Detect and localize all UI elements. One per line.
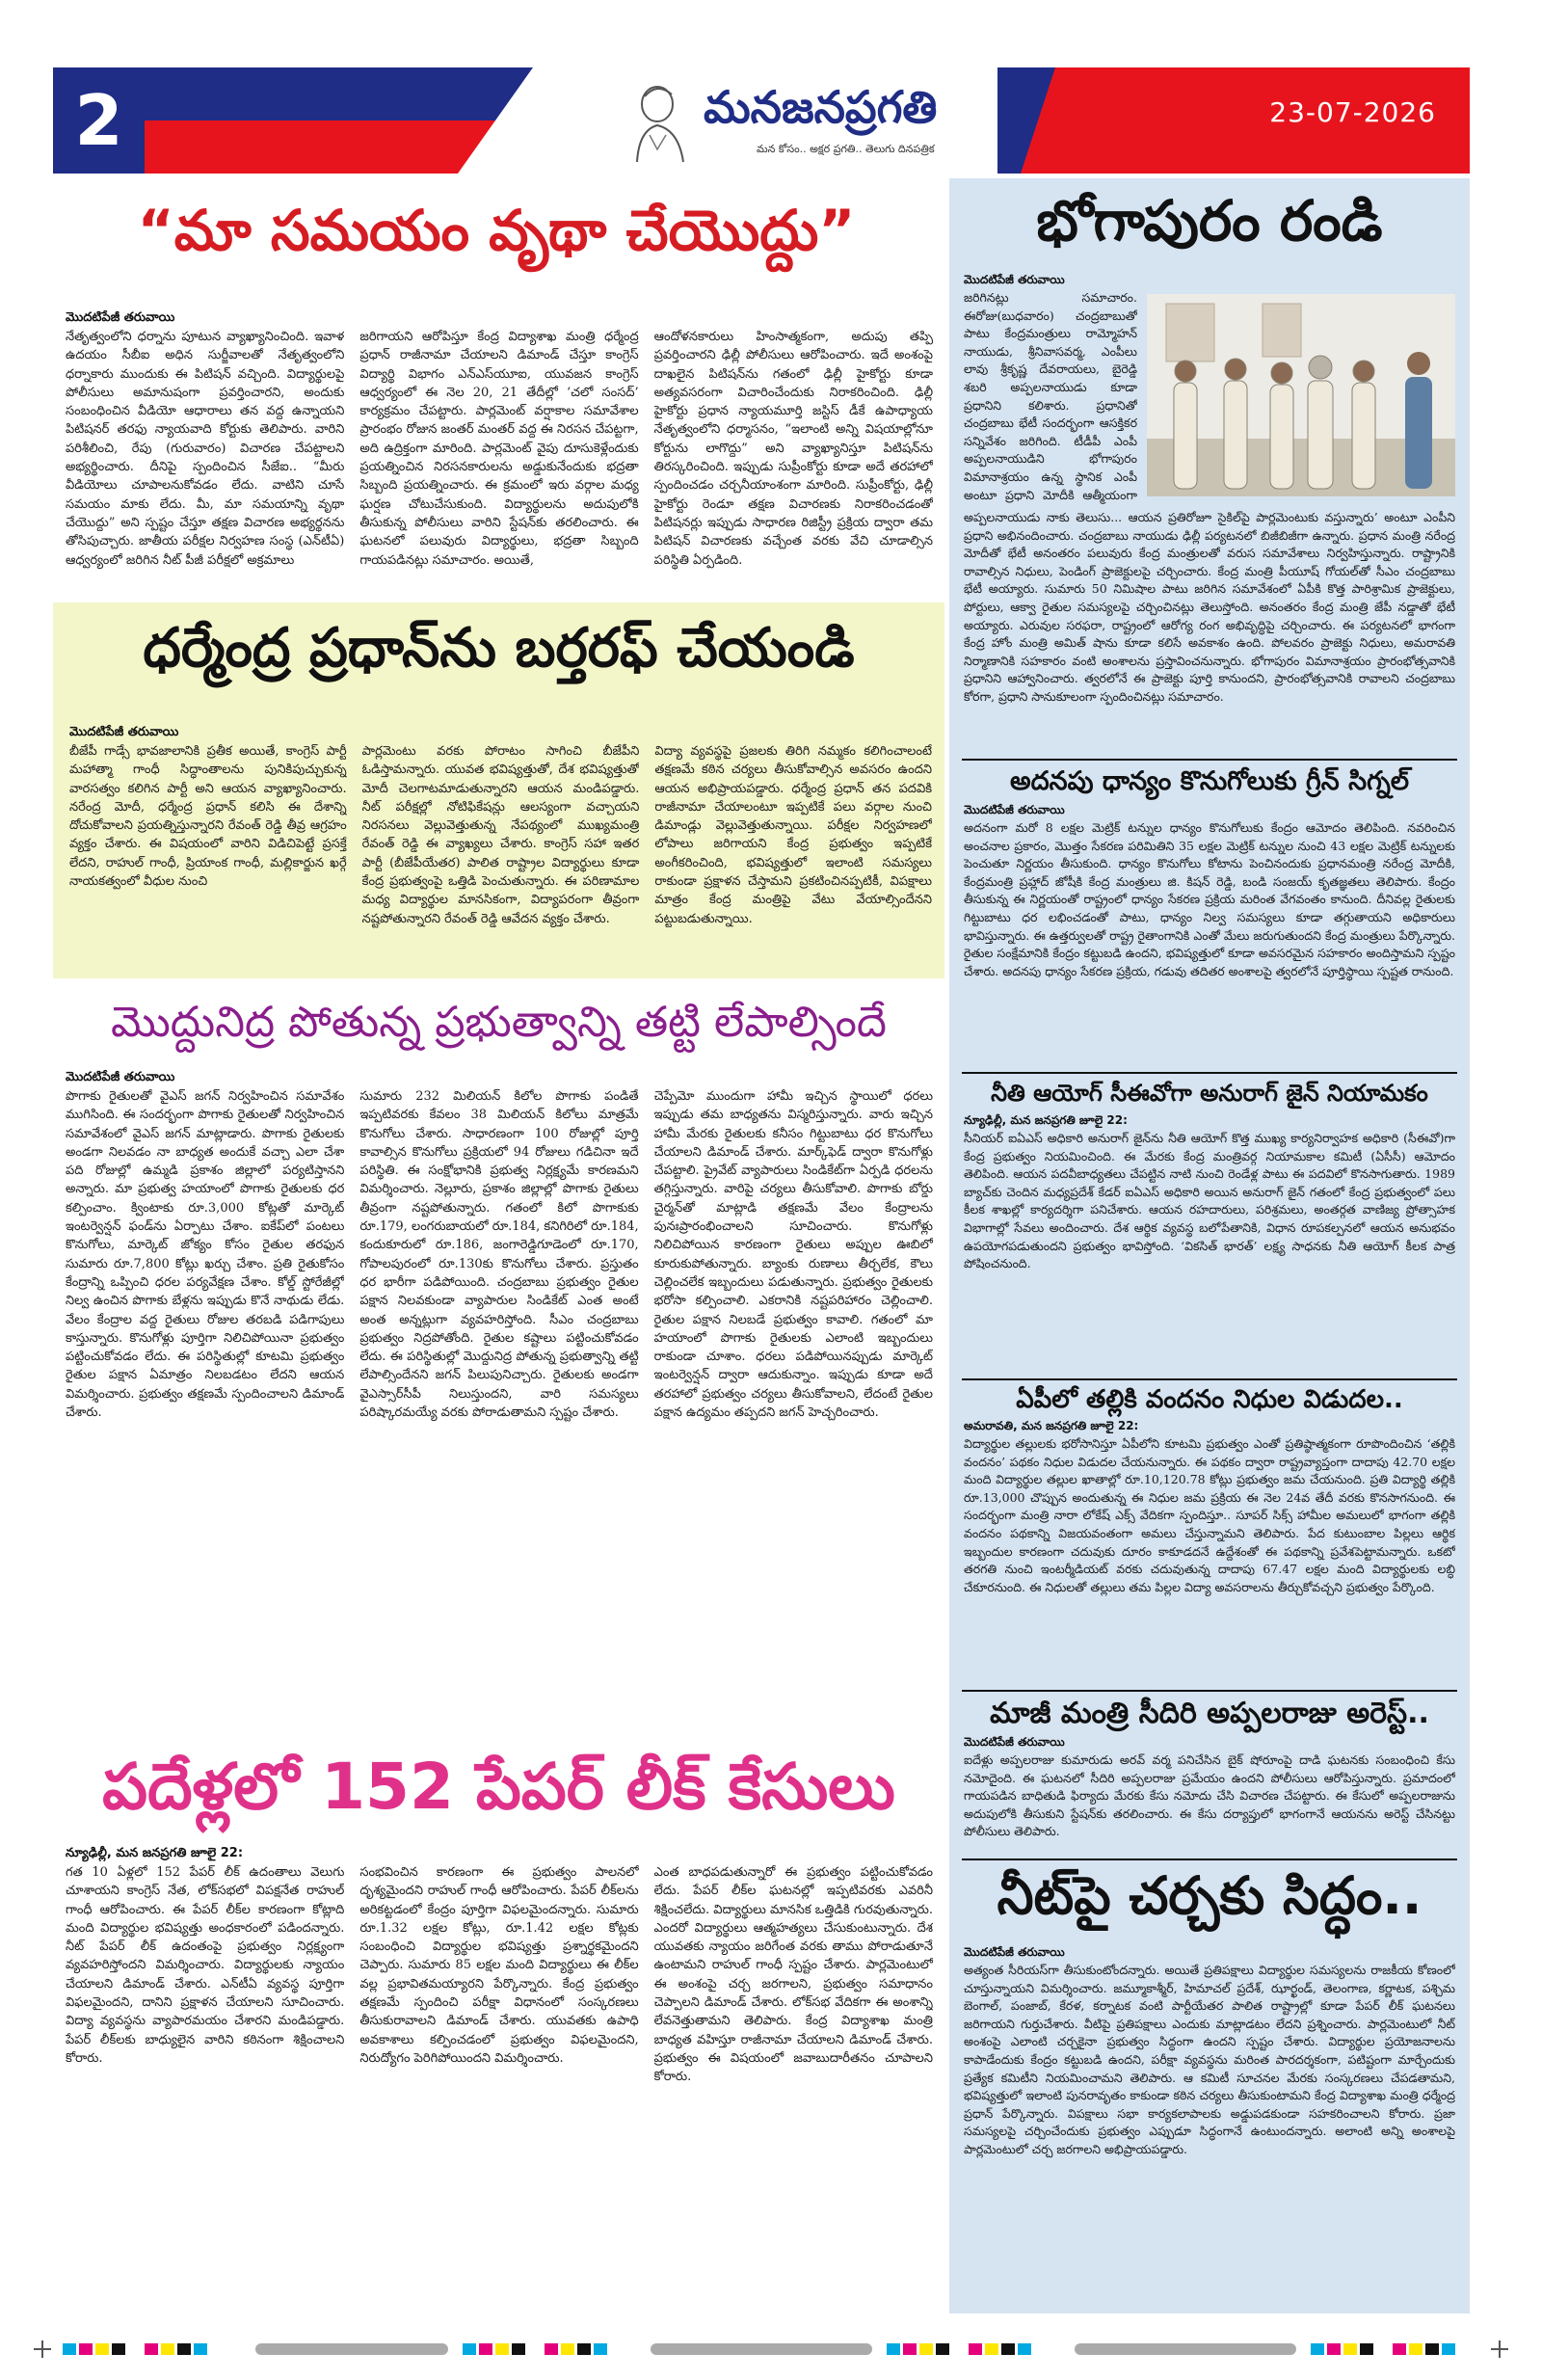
story-body-thalliki-vandanam: విద్యార్థుల తల్లులకు భరోసానిస్తూ ఏపీలోని కూటమి ప్రభుత్వం ఎంతో ప్రతిష్ఠాత్మకంగా రూపొందించిన ‘తల్లికి వందనం’ పథకం నిధుల విడుదల చేయనున్నారు. ఈ పథకం ద్వారా రాష్ట్రవ్యాప్తంగా దాదాపు 42.70 లక్షల మంది విద్యార్థుల తల్లుల ఖాతాల్లో రూ.10,120.78 కోట్లు ప్రభుత్వం జమ చేయనుంది. ప్రతి విద్యార్థి తల్లికి రూ.13,000 చొప్పున అందుతున్న ఈ నిధుల జమ ప్రక్రియ ఈ నెల 24వ తేదీ వరకు కొనసాగనుంది. ఈ సందర్భంగా మంత్రి నారా లోకేష్ ఎక్స్ వేదికగా స్పందిస్తూ.. సూపర్ సిక్స్ హామీల అమలులో భాగంగా తల్లికి వందనం పథకాన్ని విజయవంతంగా అమలు చేస్తున్నామని తెలిపారు. పేద కుటుంబాల పిల్లలు ఆర్థిక ఇబ్బందుల కారణంగా చదువుకు దూరం కాకూడదనే ఉద్దేశంతో ఈ పథకాన్ని ప్రవేశపెట్టామన్నారు. ఒకటో తరగతి నుంచి ఇంటర్మీడియట్ వరకు చదువుతున్న దాదాపు 67.47 లక్షల మంది విద్యార్థులకు లబ్ధి చేకూరనుంది. ఈ నిధులతో తల్లులు తమ పిల్లల విద్యా అవసరాలను తీర్చుకోవచ్చని ప్రభుత్వం పేర్కొంది. (964, 1436, 1455, 1594)
story-byline: అమరావతి, మన జనప్రగతి జూలై 22: (964, 1419, 1139, 1432)
story-headline-wake-government: మొద్దునిద్ర పోతున్న ప్రభుత్వాన్ని తట్టి లేపాల్సిందే (111, 998, 887, 1047)
story-byline: మొదటిపేజీ తరువాయి (66, 310, 175, 325)
color-swatch (1393, 2343, 1406, 2355)
section-divider (962, 1859, 1457, 1860)
color-swatch (969, 2343, 982, 2355)
story-headline-paper-leaks: పదేళ్లలో 152 పేపర్ లీక్ కేసులు (102, 1750, 895, 1824)
story-headline-dismiss-pradhan: ధర్మేంద్ర ప్రధాన్‌ను బర్తరఫ్ చేయండి (143, 617, 855, 680)
story-body-bhogapuram: అప్పలనాయుడు నాకు తెలుసు... ఆయన ప్రతిరోజూ సైకిల్‌పై పార్లమెంటుకు వస్తున్నారు’ అంటూ ఎంపీని ప్రధాని అభినందించారు. చంద్రబాబు నాయుడు ఢిల్లీ పర్యటనలో బిజీబిజీగా ఉన్నారు. ప్రధాన మంత్రి నరేంద్ర మోదీతో భేటీ అనంతరం పలువురు కేంద్ర మంత్రులతో వరుస సమావేశాలు నిర్వహిస్తున్నారు. రాష్ట్రానికి రావాల్సిన నిధులు, పెండింగ్ ప్రాజెక్టులపై చర్చించారు. కేంద్ర మంత్రి పీయూష్ గోయల్‌తో సీఎం చంద్రబాబు భేటీ అయ్యారు. సుమారు 50 నిమిషాల పాటు జరిగిన సమావేశంలో ఏపీకి కొత్త పారిశ్రామిక ప్రాజెక్టులు, పోర్టులు, ఆక్వా రైతుల సమస్యలపై చర్చించినట్లు తెలుస్తోంది. అనంతరం కేంద్ర మంత్రి జేపీ నడ్డాతో భేటీ అయ్యారు. ఎరువుల సరఫరా, రాష్ట్రంలో ఆరోగ్య రంగ అభివృద్ధిపై చర్చించారు. ఈ పర్యటనలో భాగంగా కేంద్ర హోం మంత్రి అమిత్ షాను కూడా కలిసే అవకాశం ఉంది. పోలవరం ప్రాజెక్టు నిధులు, అమరావతి నిర్మాణానికి సహకారం వంటి అంశాలను ప్రస్తావించనున్నారు. భోగాపురం విమానాశ్రయం ప్రారంభోత్సవానికి ప్రధానిని ఆహ్వానించారు. త్వరలోనే ఈ ప్రాజెక్టు పూర్తి కానుందని, ప్రారంభోత్సవానికి రావాలని చంద్రబాబు కోరగా, ప్రధాని సానుకూలంగా స్పందించినట్లు సమాచారం. (964, 510, 1455, 704)
color-swatch (561, 2343, 574, 2355)
story-byline: మొదటిపేజీ తరువాయి (964, 1945, 1065, 1959)
story-column: బీజేపీ గాడ్సే భావజాలానికి ప్రతీక అయితే, కాంగ్రెస్ పార్టీ మహాత్మా గాంధీ సిద్ధాంతాలను పునికిపుచ్చుకున్న వారసత్వం కలిగిన పార్టీ అని ఆయన వ్యాఖ్యానించారు. నరేంద్ర మోదీ, ధర్మేంద్ర ప్రధాన్ కలిసి ఈ దేశాన్ని దోచుకోవాలని ప్రయత్నిస్తున్నారని రేవంత్ రెడ్డి తీవ్ర ఆగ్రహం వ్యక్తం చేశారు. ఈ విషయంలో వారిని విడిచిపెట్టే ప్రసక్తే లేదని, రాహుల్ గాంధీ, ప్రియాంక గాంధీ, మల్లికార్జున ఖర్గే నాయకత్వంలో వీధుల నుంచి (69, 744, 347, 890)
color-swatch (1311, 2343, 1324, 2355)
registration-mark-icon (1491, 2340, 1508, 2358)
story-body-niti-aayog: సీనియర్ ఐఏఎస్ అధికారి అనురాగ్ జైన్‌ను నీతి ఆయోగ్ కొత్త ముఖ్య కార్యనిర్వాహక అధికారి (సీఈవో)గా కేంద్ర ప్రభుత్వం నియమించింది. ఈ మేరకు కేంద్ర మంత్రివర్గ నియామకాల కమిటీ (ఏసీసీ) ఆమోదం తెలిపింది. ఆయన పదవీబాధ్యతలు చేపట్టిన నాటి నుంచి రెండేళ్ల పాటు ఈ పదవిలో కొనసాగుతారు. 1989 బ్యాచ్‌కు చెందిన మధ్యప్రదేశ్ కేడర్ ఐఏఎస్ అధికారి అయిన అనురాగ్ జైన్ గతంలో కేంద్ర ప్రభుత్వంలో పలు కీలక శాఖల్లో కార్యదర్శిగా పనిచేశారు. ఆయన రహదారులు, పరిశ్రమలు, అంతర్గత వాణిజ్య ప్రోత్సాహక విభాగాల్లో సేవలు అందించారు. దేశ ఆర్థిక వ్యవస్థ బలోపేతానికి, విధాన రూపకల్పనలో ఆయన అనుభవం ఉపయోగపడుతుందని ప్రభుత్వం భావిస్తోంది. ‘వికసిత్ భారత్’ లక్ష్య సాధనకు నీతి ఆయోగ్ కీలక పాత్ర పోషించనుంది. (964, 1131, 1455, 1271)
color-swatches (887, 2343, 1048, 2355)
story-body-wake-government (66, 1087, 933, 1733)
color-swatch (1034, 2343, 1048, 2355)
color-swatch (177, 2343, 191, 2355)
news-photo (1147, 294, 1455, 496)
grey-bar (255, 2343, 448, 2355)
color-swatch (495, 2343, 509, 2355)
color-swatch (952, 2343, 966, 2355)
registration-mark-icon (34, 2340, 51, 2358)
story-column: పొగాకు రైతులతో వైఎస్ జగన్ నిర్వహించిన సమావేశం ముగిసింది. ఈ సందర్భంగా పొగాకు రైతులతో నిర్వహించిన సమావేశంలో వైఎస్ జగన్ మాట్లాడారు. పొగాకు రైతులకు అండగా నిలవడం నా బాధ్యత అందుకే వచ్చా ఎలా చేశా పది రోజుల్లో ఉమ్మడి ప్రకాశం జిల్లాలో పర్యటిస్తానని అన్నారు. మా ప్రభుత్వ హయాంలో పొగాకు రైతులకు ధర కల్పించాం. క్వింటాకు రూ.3,000 కోట్లతో మార్కెట్ ఇంటర్వెన్షన్ ఫండ్‌ను ఏర్పాటు చేశాం. ఐకేప్‌లో పంటలు కొనుగోలు, మార్కెట్ జోక్యం కోసం రైతుల తరఫున సుమారు రూ.7,800 కోట్లు ఖర్చు చేశాం. ప్రతి రైతుకోసం కేంద్రాన్ని ఒప్పించి ధరల పర్యవేక్షణ చేశాం. కోల్డ్ స్టోరేజీల్లో నిల్వ ఉంచిన పొగాకు బేళ్లను ఇప్పుడు కొనే నాథుడు లేడు. వేలం కేంద్రాల వద్ద రైతులు రోజుల తరబడి పడిగాపులు కాస్తున్నారు. కొనుగోళ్లు పూర్తిగా నిలిచిపోయినా ప్రభుత్వం పట్టించుకోవడం లేదు. ఈ పరిస్థితుల్లో కూటమి ప్రభుత్వం రైతుల పక్షాన ఏమాత్రం నిలబడటం లేదని ఆయన విమర్శించారు. ప్రభుత్వం తక్షణమే స్పందించాలని డిమాండ్ చేశారు. (66, 1089, 345, 1421)
section-divider (962, 1072, 1457, 1074)
color-swatch (161, 2343, 174, 2355)
story-body-time-waste (66, 328, 933, 583)
masthead-blue-stripe (145, 67, 549, 120)
color-swatch (79, 2343, 93, 2355)
story-byline: మొదటిపేజీ తరువాయి (964, 1735, 1065, 1749)
color-swatches (1311, 2343, 1472, 2355)
color-swatch (512, 2343, 525, 2355)
story-headline-grain-procurement: అదనపు ధాన్యం కొనుగోలుకు గ్రీన్ సిగ్నల్ (1009, 766, 1410, 796)
story-headline-time-waste: “మా సమయం వృథా చేయొద్దు” (137, 198, 856, 263)
color-swatch (610, 2343, 624, 2355)
story-column: పార్లమెంటు వరకు పోరాటం సాగించి బీజేపీని ఓడిస్తామన్నారు. యువత భవిష్యత్తుతో, దేశ భవిష్యత్తుతో మోదీ చెలగాటమాడుతున్నారని ఆయన మండిపడ్డారు. నీట్ పరీక్షల్లో నోటిఫికేషన్లు ఆలస్యంగా వచ్చాయని నిరసనలు వెల్లువెత్తుతున్న నేపథ్యంలో ముఖ్యమంత్రి రేవంత్ రెడ్డి ఈ వ్యాఖ్యలు చేశారు. కాంగ్రెస్ సహా ఇతర పార్టీ (బీజేపీయేతర) పాలిత రాష్ట్రాల విద్యార్థులు కూడా కేంద్ర ప్రభుత్వంపై ఒత్తిడి పెంచుతున్నారు. ఈ పరిణామాల మధ్య విద్యార్థుల మానసికంగా, విద్యాపరంగా తీవ్రంగా నష్టపోతున్నారని రేవంత్ రెడ్డి ఆవేదన వ్యక్తం చేశారు. (361, 744, 640, 926)
story-byline: మొదటిపేజీ తరువాయి (964, 803, 1065, 816)
color-swatch (1376, 2343, 1390, 2355)
color-swatch (145, 2343, 158, 2355)
story-byline: న్యూఢిల్లీ, మన జనప్రగతి జూలై 22: (964, 1113, 1128, 1127)
color-swatches (463, 2343, 624, 2355)
story-headline-appalaraju-arrest: మాజీ మంత్రి సీదిరి అప్పలరాజు అరెస్ట్.. (990, 1697, 1429, 1730)
newspaper-logo (612, 67, 997, 174)
logo-portrait-icon (625, 77, 693, 164)
color-swatch (63, 2343, 76, 2355)
story-column: విద్యా వ్యవస్థపై ప్రజలకు తిరిగి నమ్మకం కలిగించాలంటే తక్షణమే కఠిన చర్యలు తీసుకోవాల్సిన అవసరం ఉందని ఆయన అభిప్రాయపడ్డారు. ధర్మేంద్ర ప్రధాన్ తన పదవికి రాజీనామా చేయాలంటూ ఇప్పటికే పలు వర్గాల నుంచి డిమాండ్లు వెల్లువెత్తుతున్నాయి. పరీక్షల నిర్వహణలో లోపాలు జరిగాయని కేంద్ర ప్రభుత్వం ఇప్పటికే అంగీకరించింది, భవిష్యత్తులో ఇలాంటి సమస్యలు రాకుండా ప్రక్షాళన చేస్తామని ప్రకటించినప్పటికీ, విపక్షాలు మాత్రం కేంద్ర మంత్రిపై వేటు వేయాల్సిందేనని పట్టుబడుతున్నాయి. (654, 744, 933, 926)
color-swatch (1327, 2343, 1341, 2355)
color-swatch (903, 2343, 917, 2355)
color-swatch (1018, 2343, 1031, 2355)
story-column: సంభవించిన కారణంగా ఈ ప్రభుత్వం పాలనలో దృశ్యమైందని రాహుల్ గాంధీ ఆరోపించారు. పేపర్ లీక్‌లను అరికట్టడంలో కేంద్రం పూర్తిగా విఫలమైందన్నారు. సుమారు రూ.1.32 లక్షల కోట్లు, రూ.1.42 లక్షల కోట్లకు సంబంధించి విద్యార్థుల భవిష్యత్తు ప్రశ్నార్థకమైందని చెప్పారు. సుమారు 85 లక్షల మంది విద్యార్థులు ఈ లీక్‌ల వల్ల ప్రభావితమయ్యారని పేర్కొన్నారు. కేంద్ర ప్రభుత్వం తక్షణమే స్పందించి పరీక్షా విధానంలో సంస్కరణలు తీసుకురావాలని డిమాండ్ చేశారు. యువతకు ఉపాధి అవకాశాలు కల్పించడంలో ప్రభుత్వం విఫలమైందని, నిరుద్యోగం పెరిగిపోయిందని విమర్శించారు. (359, 1865, 639, 2066)
story-headline-niti-aayog: నీతి ఆయోగ్ సీఈవోగా అనురాగ్ జైన్ నియామకం (991, 1080, 1428, 1107)
story-headline-thalliki-vandanam: ఏపీలో తల్లికి వందనం నిధుల విడుదల.. (1016, 1385, 1403, 1414)
story-body-bhogapuram-intro: జరిగినట్లు సమాచారం. ఈరోజు(బుధవారం) చంద్రబాబుతో పాటు కేంద్రమంత్రులు రామ్మోహన్ నాయుడు, శ్రీనివాసవర్మ, ఎంపీలు లావు శ్రీకృష్ణ దేవరాయలు, బైరెడ్డి శబరి అప్పలనాయుడు కూడా ప్రధానిని కలిశారు. ప్రధానితో చంద్రబాబు భేటీ సందర్భంగా ఆసక్తికర సన్నివేశం జరిగింది. టీడీపీ ఎంపీ అప్పలనాయుడిని భోగాపురం విమానాశ్రయం ఉన్న స్థానిక ఎంపీ అంటూ ప్రధాని మోదీకి ఆత్మీయంగా (964, 290, 1137, 502)
color-swatch (528, 2343, 542, 2355)
color-swatch (128, 2343, 142, 2355)
grey-bar (651, 2343, 872, 2355)
story-byline: మొదటిపేజీ తరువాయి (66, 1070, 175, 1084)
section-divider (962, 1378, 1457, 1380)
print-registration-strip (34, 2340, 1508, 2358)
color-swatch (112, 2343, 125, 2355)
color-swatch (1409, 2343, 1422, 2355)
color-swatch (1425, 2343, 1439, 2355)
story-headline-neet-debate: నీట్‌పై చర్చకు సిద్ధం.. (997, 1865, 1422, 1926)
story-byline: మొదటిపేజీ తరువాయి (964, 273, 1065, 286)
story-body-paper-leaks (66, 1863, 933, 2312)
story-column: చెప్పేమో ముందుగా హామీ ఇచ్చిన స్థాయిలో ధరలు ఇప్పుడు తమ బాధ్యతను విస్మరిస్తున్నారు. వారు ఇచ్చిన హామీ మేరకు రైతులకు కనీసం గిట్టుబాటు ధర కొనుగోలు చేయాలని డిమాండ్ చేశారు. మార్క్‌ఫెడ్ ద్వారా కొనుగోళ్లు చేపట్టాలి. ప్రైవేట్ వ్యాపారులు సిండికేట్‌గా ఏర్పడి ధరలను తగ్గిస్తున్నారు. వారిపై చర్యలు తీసుకోవాలి. పొగాకు బోర్డు చైర్మన్‌తో మాట్లాడి తక్షణమే వేలం కేంద్రాలను పునఃప్రారంభించాలని సూచించారు. కొనుగోళ్లు నిలిచిపోయిన కారణంగా రైతులు అప్పుల ఊబిలో కూరుకుపోతున్నారు. బ్యాంకు రుణాలు తీర్చలేక, కౌలు చెల్లించలేక ఇబ్బందులు పడుతున్నారు. ప్రభుత్వం రైతులకు భరోసా కల్పించాలి. ఎకరానికి నష్టపరిహారం చెల్లించాలి. రైతుల పక్షాన నిలబడే ప్రభుత్వం కావాలి. గతంలో మా హయాంలో పొగాకు రైతులకు ఎలాంటి ఇబ్బందులు రాకుండా చూశాం. ధరలు పడిపోయినప్పుడు మార్కెట్ ఇంటర్వెన్షన్ ద్వారా ఆదుకున్నాం. ఇప్పుడు కూడా అదే తరహాలో ప్రభుత్వం చర్యలు తీసుకోవాలని, లేదంటే రైతుల పక్షాన ఉద్యమం తప్పదని జగన్ హెచ్చరించారు. (653, 1089, 933, 1421)
section-divider (962, 759, 1457, 761)
color-swatch (1360, 2343, 1373, 2355)
story-column: సుమారు 232 మిలియన్ కిలోల పొగాకు పండితే ఇప్పటివరకు కేవలం 38 మిలియన్ కిలోలు మాత్రమే కొనుగోలు చేశారు. సాధారణంగా 100 రోజుల్లో పూర్తి కావాల్సిన కొనుగోలు ప్రక్రియలో 94 రోజులు గడిచినా ఇదే పరిస్థితి. ఈ సంక్షోభానికి ప్రభుత్వ నిర్లక్ష్యమే కారణమని విమర్శించారు. నెల్లూరు, ప్రకాశం జిల్లాల్లో పొగాకు రైతులు తీవ్రంగా నష్టపోతున్నారు. గతంలో కిలో పొగాకుకు రూ.179, లంగరుబాయలో రూ.184, కనిగిరిలో రూ.184, కందుకూరులో రూ.186, జంగారెడ్డిగూడెంలో రూ.170, గోపాలపురంలో రూ.130కు కొనుగోలు చేశారు. ప్రస్తుతం ధర భారీగా పడిపోయింది. చంద్రబాబు ప్రభుత్వం రైతుల పక్షాన నిలవకుండా వ్యాపారుల సిండికేట్ ఎంత అంటే అంత అన్నట్లుగా వ్యవహరిస్తోంది. సీఎం చంద్రబాబు ప్రభుత్వం నిద్రపోతోంది. రైతుల కష్టాలు పట్టించుకోవడం లేదు. ఈ పరిస్థితుల్లో మొద్దునిద్ర పోతున్న ప్రభుత్వాన్ని తట్టి లేపాల్సిందేనని జగన్ పిలుపునిచ్చారు. రైతులకు అండగా వైఎస్సార్‌సీపీ నిలుస్తుందని, వారి సమస్యలు పరిష్కారమయ్యే వరకు పోరాడుతామని స్పష్టం చేశారు. (359, 1089, 639, 1421)
color-swatch (887, 2343, 900, 2355)
story-body-dismiss-pradhan (69, 742, 932, 969)
color-swatch (594, 2343, 607, 2355)
newspaper-name: మనజనప్రగతి (704, 81, 938, 133)
story-column: నేతృత్వంలోని ధర్నాను పూటున వ్యాఖ్యానించింది. ఇవాళ ఉదయం సీబీఐ అధిన సుర్జీవాలతో నేతృత్వంలోని ధర్నాకారు ముందుకు ఈ పిటిషన్ వచ్చింది. విద్యార్థులపై పోలీసులు అమానుషంగా ప్రవర్తించారని, అందుకు సంబంధించిన వీడియో ఆధారాలు తన వద్ద ఉన్నాయని పిటిషనర్ తరఫు న్యాయవాది కోర్టుకు తెలిపారు. వారిని పరిశీలించి, రేపు (గురువారం) విచారణ చేపట్టాలని అభ్యర్థించారు. దీనిపై స్పందించిన సీజేఐ.. “మీరు వీడియోలు చూపాలనుకోవడం లేదు. వాటిని చూసే సమయం మాకు లేదు. మీ, మా సమయాన్ని వృథా చేయొద్దు” అని స్పష్టం చేస్తూ తక్షణ విచారణ అభ్యర్థనను తోసిపుచ్చారు. జాతీయ పరీక్షల నిర్వహణ సంస్థ (ఎన్‌టీఏ) ఆధ్వర్యంలో జరిగిన నీట్ పీజీ పరీక్షలో అక్రమాలు (66, 330, 345, 568)
color-swatch (1458, 2343, 1472, 2355)
color-swatch (545, 2343, 558, 2355)
story-headline-bhogapuram: భోగాపురం రండి (1036, 188, 1383, 254)
section-divider (962, 1690, 1457, 1692)
story-column: జరిగాయని ఆరోపిస్తూ కేంద్ర విద్యాశాఖ మంత్రి ధర్మేంద్ర ప్రధాన్ రాజీనామా చేయాలని డిమాండ్ చేస్తూ కాంగ్రెస్ విద్యార్థి విభాగం ఎన్‌ఎస్‌యూఐ, యువజన కాంగ్రెస్ ఆధ్వర్యంలో ఈ నెల 20, 21 తేదీల్లో ‘చలో సంసద్’ కార్యక్రమం చేపట్టారు. పార్లమెంట్ వర్షాకాల సమావేశాల ప్రారంభం రోజున జంతర్ మంతర్ వద్ద ఈ నిరసన చేపట్టగా, అది ఉద్రిక్తంగా మారింది. పార్లమెంట్ వైపు దూసుకెళ్లేందుకు ప్రయత్నించిన నిరసనకారులను అడ్డుకునేందుకు భద్రతా సిబ్బంది ప్రయత్నించారు. ఈ క్రమంలో ఇరు వర్గాల మధ్య ఘర్షణ చోటుచేసుకుంది. విద్యార్థులను అదుపులోకి తీసుకున్న పోలీసులు వారిని స్టేషన్‌కు తరలించారు. ఈ ఘటనలో పలువురు విద్యార్థులు, భద్రతా సిబ్బంది గాయపడినట్లు సమాచారం. అయితే, (359, 330, 639, 568)
story-byline: న్యూఢిల్లీ, మన జనప్రగతి జూలై 22: (66, 1846, 244, 1860)
color-swatch (985, 2343, 998, 2355)
color-swatches (63, 2343, 224, 2355)
color-swatch (479, 2343, 492, 2355)
color-swatch (1343, 2343, 1357, 2355)
story-body-neet-debate: అత్యంత సీరియస్‌గా తీసుకుంటోందన్నారు. అయితే ప్రతిపక్షాలు విద్యార్థుల సమస్యలను రాజకీయ కోణంలో చూస్తున్నాయని విమర్శించారు. జమ్మూకాశ్మీర్, హిమాచల్ ప్రదేశ్, ఝార్ఖండ్, తెలంగాణ, కర్ణాటక, పశ్చిమ బెంగాల్, పంజాబ్, కేరళ, కర్నాటక వంటి పార్టీయేతర పాలిత రాష్ట్రాల్లో కూడా పేపర్ లీక్ ఘటనలు జరిగాయని గుర్తుచేశారు. వీటిపై ప్రతిపక్షాలు ఎందుకు మాట్లాడటం లేదని ప్రశ్నించారు. పార్లమెంటులో నీట్ అంశంపై ఎలాంటి చర్చకైనా ప్రభుత్వం సిద్ధంగా ఉందని స్పష్టం చేశారు. విద్యార్థుల ప్రయోజనాలను కాపాడేందుకు కేంద్రం కట్టుబడి ఉందని, పరీక్షా వ్యవస్థను మరింత పారదర్శకంగా, పటిష్టంగా మార్చేందుకు ప్రత్యేక కమిటీని నియమించామని తెలిపారు. ఆ కమిటీ సూచనల మేరకు సంస్కరణలు చేపడతామని, భవిష్యత్తులో ఇలాంటి పునరావృతం కాకుండా కఠిన చర్యలు తీసుకుంటామని కేంద్ర విద్యాశాఖ మంత్రి ధర్మేంద్ర ప్రధాన్ పేర్కొన్నారు. విపక్షాలు సభా కార్యకలాపాలకు అడ్డుపడకుండా సహకరించాలని కోరారు. ప్రజా సమస్యలపై చర్చించేందుకు ప్రభుత్వం ఎప్పుడూ సిద్ధంగానే ఉంటుందన్నారు. అలాంటి అన్ని అంశాలపై పార్లమెంటులో చర్చ జరగాలని అభిప్రాయపడ్డారు. (964, 1963, 1455, 2156)
newspaper-tagline: మన కోసం.. అక్షర ప్రగతి.. తెలుగు దినపత్రిక (757, 143, 935, 155)
story-column: ఎంత బాధపడుతున్నారో ఈ ప్రభుత్వం పట్టించుకోవడం లేదు. పేపర్ లీక్‌ల ఘటనల్లో ఇప్పటివరకు ఎవరినీ శిక్షించలేదు. విద్యార్థులు మానసిక ఒత్తిడికి గురవుతున్నారు. ఎందరో విద్యార్థులు ఆత్మహత్యలు చేసుకుంటున్నారు. దేశ యువతకు న్యాయం జరిగేంత వరకు తాము పోరాడుతూనే ఉంటామని రాహుల్ గాంధీ స్పష్టం చేశారు. పార్లమెంటులో ఈ అంశంపై చర్చ జరగాలని, ప్రభుత్వం సమాధానం చెప్పాలని డిమాండ్ చేశారు. లోక్‌సభ వేదికగా ఈ అంశాన్ని లేవనెత్తుతామని తెలిపారు. కేంద్ర విద్యాశాఖ మంత్రి బాధ్యత వహిస్తూ రాజీనామా చేయాలని డిమాండ్ చేశారు. ప్రభుత్వం ఈ విషయంలో జవాబుదారీతనం చూపాలని కోరారు. (653, 1865, 933, 2085)
story-body-appalaraju-arrest: ఐదేళ్లు అప్పలరాజు కుమారుడు అరవ్ వర్మ పనిచేసిన బైక్ షోరూంపై దాడి ఘటనకు సంబంధించి కేసు నమోదైంది. ఈ ఘటనలో సీదిరి అప్పలరాజు ప్రమేయం ఉందని పోలీసులు ఆరోపిస్తున్నారు. ప్రమాదంలో గాయపడిన బాధితుడి ఫిర్యాదు మేరకు కేసు నమోదు చేసి విచారణ చేపట్టారు. ఈ కేసులో అప్పలరాజును అదుపులోకి తీసుకుని స్టేషన్‌కు తరలించారు. ఈ కేసు దర్యాప్తులో భాగంగానే ఆయనను అరెస్ట్ చేసినట్టు పోలీసులు తెలిపారు. (964, 1752, 1455, 1839)
story-column: ఆందోళనకారులు హింసాత్మకంగా, అదుపు తప్పి ప్రవర్తించారని ఢిల్లీ పోలీసులు ఆరోపించారు. ఇదే అంశంపై దాఖలైన పిటిషన్‌ను గతంలో ఢిల్లీ హైకోర్టు కూడా అత్యవసరంగా విచారించేందుకు నిరాకరించింది. ఢిల్లీ హైకోర్టు ప్రధాన న్యాయమూర్తి జస్టిస్ డీకే ఉపాధ్యాయ నేతృత్వంలోని ధర్మాసనం, “ఇలాంటి అన్ని విషయాల్లోనూ కోర్టును లాగొద్దు” అని వ్యాఖ్యానిస్తూ పిటిషన్‌ను తిరస్కరించింది. ఇప్పుడు సుప్రీంకోర్టు కూడా అదే తరహాలో స్పందించడం చర్చనీయాంశంగా మారింది. సుప్రీంకోర్టు, ఢిల్లీ హైకోర్టు రెండూ తక్షణ విచారణకు నిరాకరించడంతో పిటిషనర్లు ఇప్పుడు సాధారణ రిజిస్ట్రీ ప్రక్రియ ద్వారా తమ పిటిషన్ విచారణకు వచ్చేంత వరకు వేచి చూడాల్సిన పరిస్థితి ఏర్పడింది. (653, 330, 933, 568)
masthead (53, 67, 1470, 174)
story-byline: మొదటిపేజీ తరువాయి (69, 725, 179, 739)
page-number: 2 (53, 67, 145, 174)
color-swatch (936, 2343, 949, 2355)
color-swatch (919, 2343, 933, 2355)
story-body-grain-procurement: అదనంగా మరో 8 లక్షల మెట్రిక్ టన్నుల ధాన్యం కొనుగోలుకు కేంద్రం ఆమోదం తెలిపింది. నవరించిన అంచనాల ప్రకారం, మొత్తం సేకరణ పరిమితిని 35 లక్షల మెట్రిక్ టన్నుల నుంచి 43 లక్షల మెట్రిక్ టన్నులకు పెంచుతూ నిర్ణయం తీసుకుంది. ధాన్యం కొనుగోలు కోటాను పెంచినందుకు ప్రధానమంత్రి నరేంద్ర మోదీకి, కేంద్రమంత్రి ప్రహ్లాద్ జోషీకి కేంద్ర మంత్రులు జి. కిషన్ రెడ్డి, బండి సంజయ్ కృతజ్ఞతలు తెలిపారు. కేంద్రం తీసుకున్న ఈ నిర్ణయంతో రాష్ట్రంలో ధాన్యం సేకరణ ప్రక్రియ మరింత వేగవంతం కానుంది. దీనివల్ల రైతులకు గిట్టుబాటు ధర లభించడంతో పాటు, ధాన్యం నిల్వ సమస్యలు కూడా తగ్గుతాయని అధికారులు భావిస్తున్నారు. ఈ ఉత్తర్వులతో రాష్ట్ర రైతాంగానికి ఎంతో మేలు జరుగుతుందని కేంద్ర మంత్రులు పేర్కొన్నారు. రైతుల సంక్షేమానికి కేంద్రం కట్టుబడి ఉందని, భవిష్యత్తులో కూడా అవసరమైన సహకారం అందిస్తామని స్పష్టం చేశారు. అదనపు ధాన్యం సేకరణ ప్రక్రియ, గడువు తదితర అంశాలపై త్వరలోనే పూర్తిస్థాయి స్పష్టత రానుంది. (964, 820, 1455, 978)
issue-date: 23-07-2026 (1269, 96, 1436, 128)
color-swatch (1442, 2343, 1455, 2355)
photo-people-icon (1147, 294, 1455, 496)
grey-bar (1075, 2343, 1296, 2355)
color-swatch (95, 2343, 109, 2355)
color-swatch (194, 2343, 207, 2355)
story-column: గత 10 ఏళ్లలో 152 పేపర్ లీక్ ఉదంతాలు వెలుగు చూశాయని కాంగ్రెస్ నేత, లోక్‌సభలో విపక్షనేత రాహుల్ గాంధీ ఆరోపించారు. ఈ పేపర్ లీక్‌ల కారణంగా కోట్లాది మంది విద్యార్థుల భవిష్యత్తు అంధకారంలో పడిందన్నారు. నీట్ పేపర్ లీక్ ఉదంతంపై ప్రభుత్వం నిర్లక్ష్యంగా వ్యవహరిస్తోందని విమర్శించారు. విద్యార్థులకు న్యాయం చేయాలని డిమాండ్ చేశారు. ఎన్‌టీఏ వ్యవస్థ పూర్తిగా విఫలమైందని, దానిని ప్రక్షాళన చేయాలని సూచించారు. విద్యా వ్యవస్థను వ్యాపారమయం చేశారని మండిపడ్డారు. పేపర్ లీక్‌లకు బాధ్యులైన వారిని కఠినంగా శిక్షించాలని కోరారు. (66, 1865, 345, 2066)
color-swatch (463, 2343, 476, 2355)
color-swatch (577, 2343, 591, 2355)
color-swatch (210, 2343, 224, 2355)
color-swatch (1001, 2343, 1015, 2355)
